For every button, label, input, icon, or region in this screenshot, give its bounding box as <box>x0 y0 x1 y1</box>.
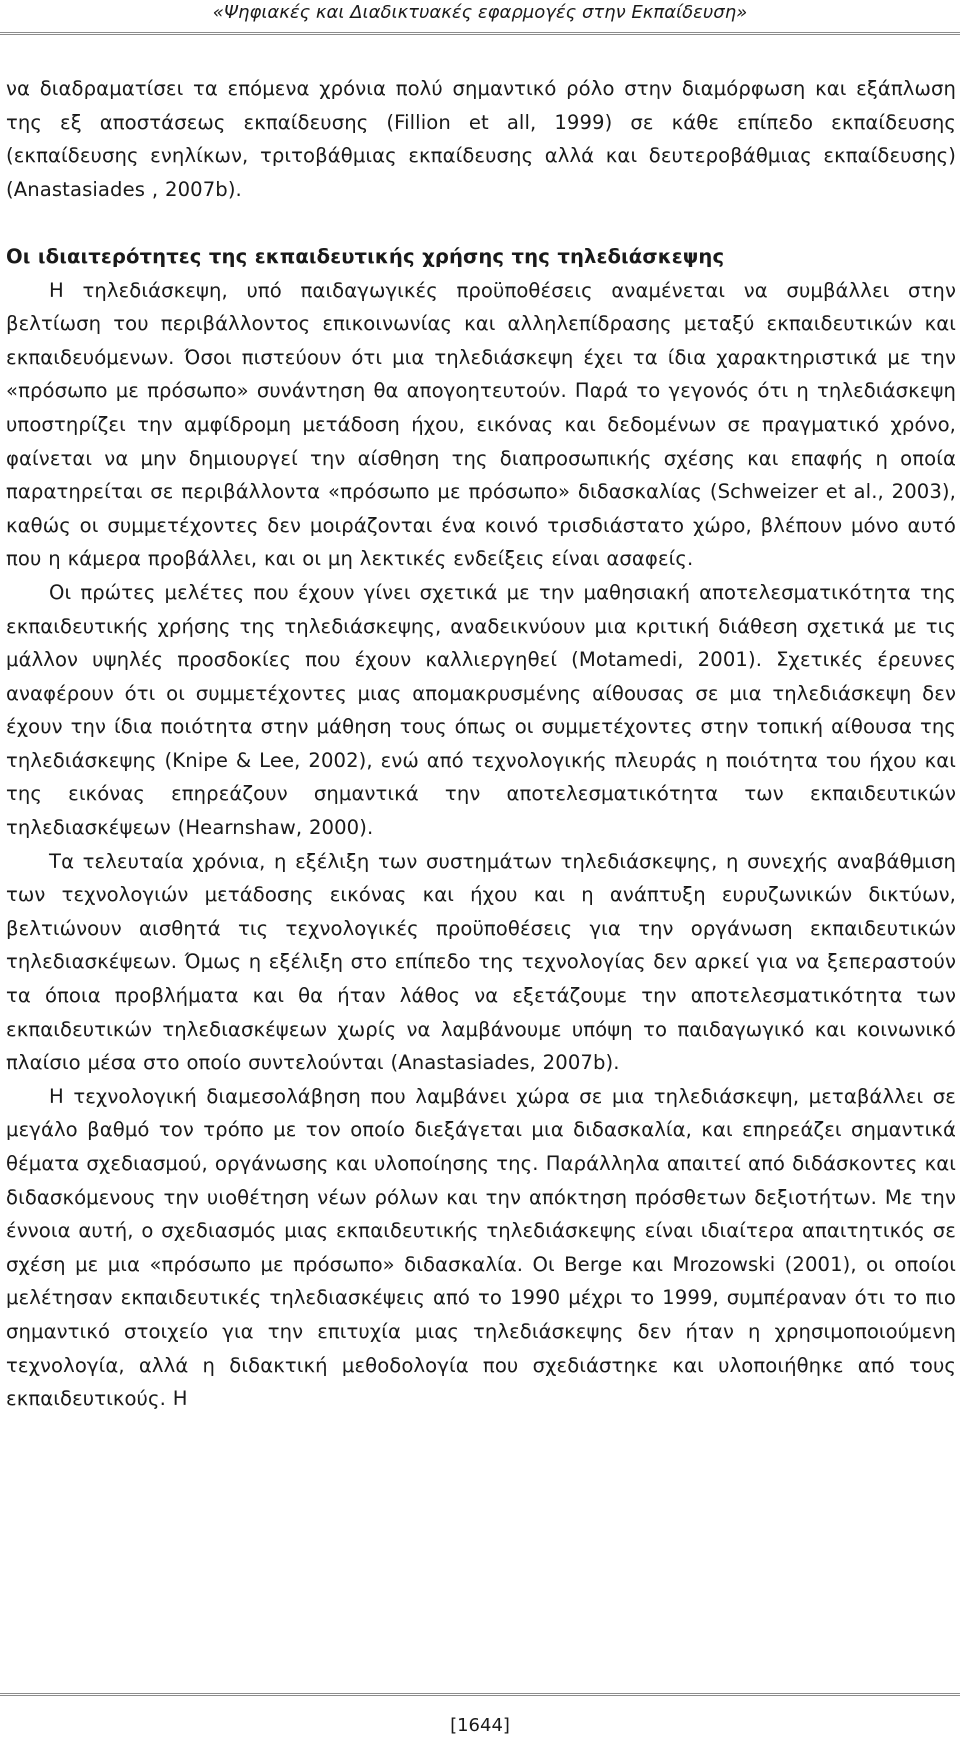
paragraph-3: Τα τελευταία χρόνια, η εξέλιξη των συστημάτων τηλεδιάσκεψης, η συνεχής αναβάθμιση των τεχνολογιών μετάδοσης εικόνας και ήχου και η ανάπτυξη ευρυζωνικών δικτύων, βελτιώνουν αισθητά τις τεχνολογικές προϋποθέσεις για την οργάνωση εκπαιδευτικών τηλεδιασκέψεων. Όμως η εξέλιξη στο επίπεδο της τεχνολογίας δεν αρκεί για να ξεπεραστούν τα όποια προβλήματα και θα ήταν λάθος να εξετάζουμε την αποτελεσματικότητα των εκπαιδευτικών τηλεδιασκέψεων χωρίς να λαμβάνουμε υπόψη το παιδαγωγικό και κοινωνικό πλαίσιο μέσα στο οποίο συντελούνται (Anastasiades, 2007b). <box>6 849 956 1075</box>
running-header: «Ψηφιακές και Διαδικτυακές εφαρμογές στην Εκπαίδευση» <box>212 2 748 23</box>
header-divider <box>0 32 960 35</box>
document-body <box>6 72 956 1416</box>
paragraph-continued: να διαδραματίσει τα επόμενα χρόνια πολύ σημαντικό ρόλο στην διαμόρφωση και εξάπλωση της εξ αποστάσεως εκπαίδευσης (Fillion et all, 1999) σε κάθε επίπεδο εκπαίδευσης (εκπαίδευσης ενηλίκων, τριτοβάθμιας εκπαίδευσης αλλά και δευτεροβάθμιας εκπαίδευσης) (Anastasiades , 2007b). <box>6 77 956 201</box>
page-number: [1644] <box>450 1715 510 1736</box>
paragraph-2: Οι πρώτες μελέτες που έχουν γίνει σχετικά με την μαθησιακή αποτελεσματικότητα της εκπαιδευτικής χρήσης της τηλεδιάσκεψης, αναδεικνύουν μια κριτική διάθεση σχετικά με τις μάλλον υψηλές προσδοκίες που έχουν καλλιεργηθεί (Motamedi, 2001). Σχετικές έρευνες αναφέρουν ότι οι συμμετέχοντες μιας απομακρυσμένης αίθουσας σε μια τηλεδιάσκεψη δεν έχουν την ίδια ποιότητα στην μάθηση τους όπως οι συμμετέχοντες στην τοπική αίθουσα της τηλεδιάσκεψης (Knipe & Lee, 2002), ενώ από τεχνολογικής πλευράς η ποιότητα του ήχου και της εικόνας επηρεάζουν σημαντικά την αποτελεσματικότητα των εκπαιδευτικών τηλεδιασκέψεων (Hearnshaw, 2000). <box>6 580 956 840</box>
footer-divider <box>0 1693 960 1696</box>
section-heading: Οι ιδιαιτερότητες της εκπαιδευτικής χρήσης της τηλεδιάσκεψης <box>6 244 725 268</box>
paragraph-4: Η τεχνολογική διαμεσολάβηση που λαμβάνει χώρα σε μια τηλεδιάσκεψη, μεταβάλλει σε μεγάλο βαθμό τον τρόπο με τον οποίο διεξάγεται μια διδασκαλία, και επηρεάζει σημαντικά θέματα σχεδιασμού, οργάνωσης και υλοποίησης της. Παράλληλα απαιτεί από διδάσκοντες και διδασκόμενους την υιοθέτηση νέων ρόλων και την απόκτηση πρόσθετων δεξιοτήτων. Με την έννοια αυτή, ο σχεδιασμός μιας εκπαιδευτικής τηλεδιάσκεψης είναι ιδιαίτερα απαιτητικός σε σχέση με μια «πρόσωπο με πρόσωπο» διδασκαλία. Οι Berge και Mrozowski (2001), οι οποίοι μελέτησαν εκπαιδευτικές τηλεδιασκέψεις από το 1990 μέχρι το 1999, συμπέραναν ότι το πιο σημαντικό στοιχείο για την επιτυχία μιας τηλεδιάσκεψης δεν ήταν η χρησιμοποιούμενη τεχνολογία, αλλά η διδακτική μεθοδολογία που σχεδιάστηκε και υλοποιήθηκε από τους εκπαιδευτικούς. Η <box>6 1084 956 1411</box>
paragraph-1: Η τηλεδιάσκεψη, υπό παιδαγωγικές προϋποθέσεις αναμένεται να συμβάλλει στην βελτίωση του περιβάλλοντος επικοινωνίας και αλληλεπίδρασης μεταξύ εκπαιδευτικών και εκπαιδευόμενων. Όσοι πιστεύουν ότι μια τηλεδιάσκεψη έχει τα ίδια χαρακτηριστικά με την «πρόσωπο με πρόσωπο» συνάντηση θα απογοητευτούν. Παρά το γεγονός ότι η τηλεδιάσκεψη υποστηρίζει την αμφίδρομη μετάδοση ήχου, εικόνας και δεδομένων σε πραγματικό χρόνο, φαίνεται να μην δημιουργεί την αίσθηση της διαπροσωπικής σχέσης και επαφής η οποία παρατηρείται σε περιβάλλοντα «πρόσωπο με πρόσωπο» διδασκαλίας (Schweizer et al., 2003), καθώς οι συμμετέχοντες δεν μοιράζονται ένα κοινό τρισδιάστατο χώρο, βλέπουν μόνο αυτό που η κάμερα προβάλλει, και οι μη λεκτικές ενδείξεις είναι ασαφείς. <box>6 278 956 571</box>
